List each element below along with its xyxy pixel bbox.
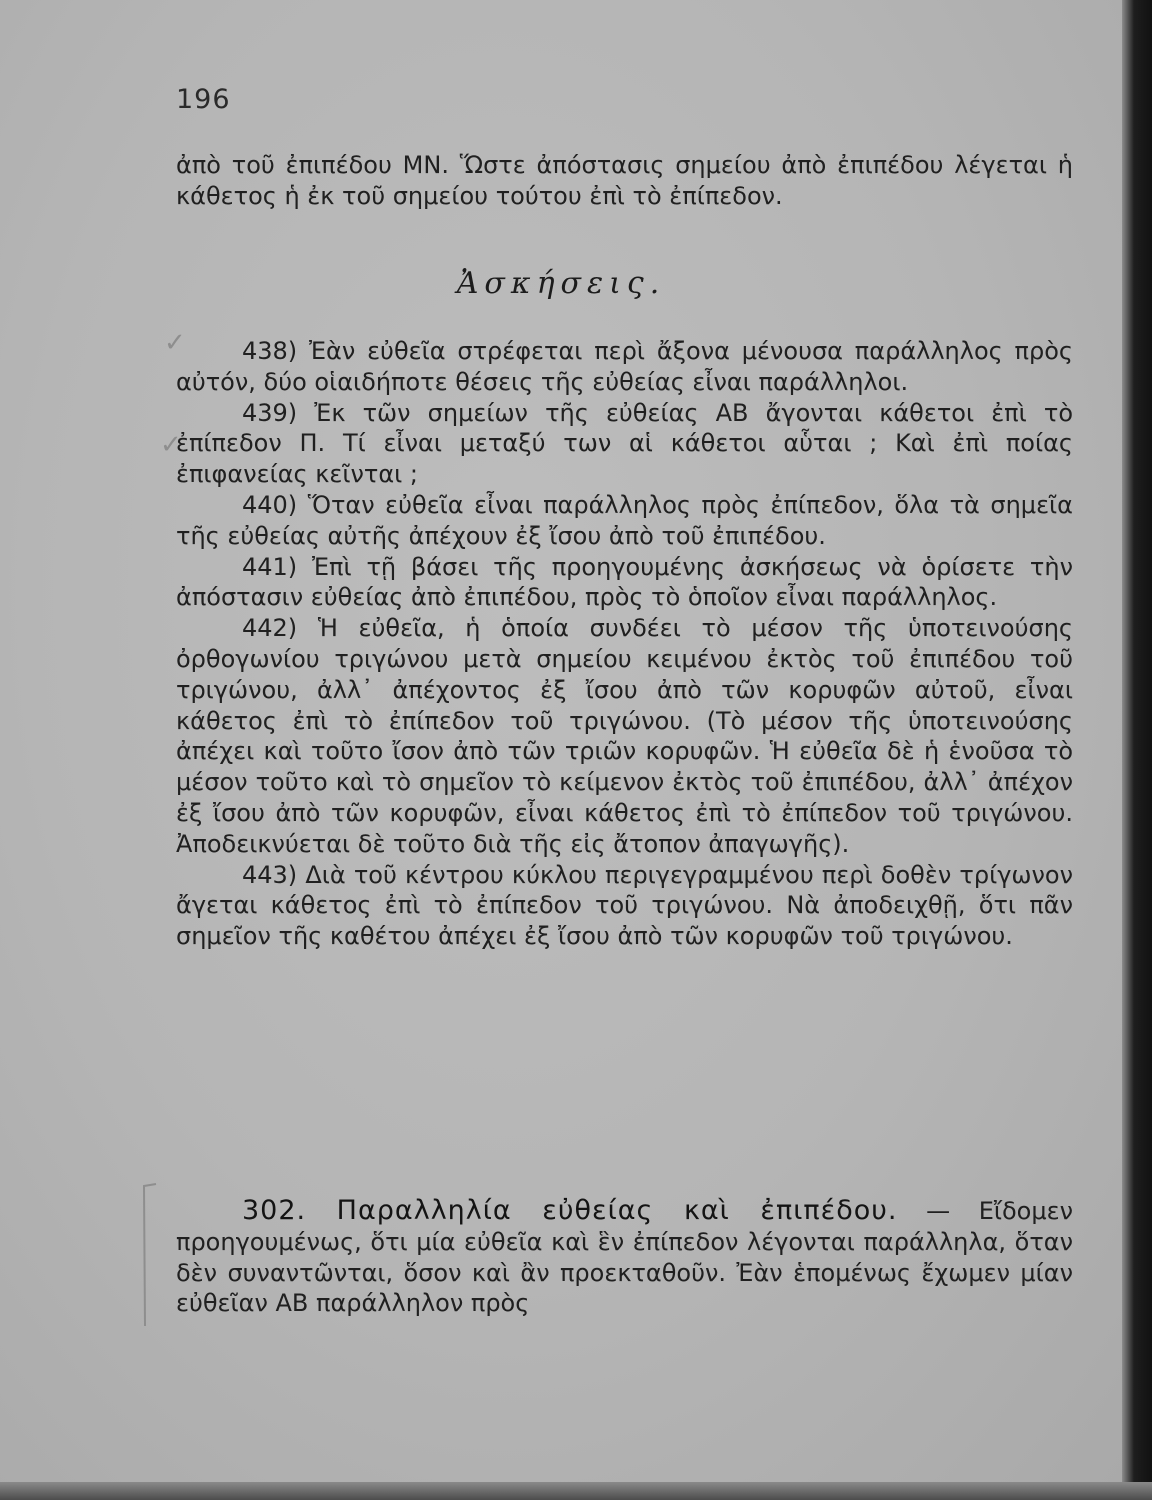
- top-paragraph: ἀπὸ τοῦ ἐπιπέδου ΜΝ. Ὥστε ἀπόστασις σημείου ἀπὸ ἐπιπέδου λέγεται ἡ κάθετος ἡ ἐκ τοῦ σημείου τούτου ἐπὶ τὸ ἐπίπεδον.: [176, 151, 1073, 210]
- section-302-text: — Εἴδομεν προηγουμένως, ὅτι μία εὐθεῖα καὶ ἓν ἐπίπεδον λέγονται παράλληλα, ὅταν δὲν συναντῶνται, ὅσον καὶ ἂν προεκταθοῦν. Ἐὰν ἑπομένως ἔχωμεν μίαν εὐθεῖαν ΑΒ παράλληλον πρὸς: [176, 1197, 1073, 1318]
- scan-border-right: [1122, 0, 1152, 1500]
- scan-border-bottom: [0, 1482, 1152, 1500]
- exercise-443: 443) Διὰ τοῦ κέντρου κύκλου περιγεγραμμένου περὶ δοθὲν τρίγωνον ἄγεται κάθετος ἐπὶ τὸ ἐπίπεδον τοῦ τριγώνου. Νὰ ἀποδειχθῇ, ὅτι πᾶν σημεῖον τῆς καθέτου ἀπέχει ἐξ ἴσου ἀπὸ τῶν κορυφῶν τοῦ τριγώνου.: [176, 860, 1073, 951]
- exercise-439: 439) Ἐκ τῶν σημείων τῆς εὐθείας ΑΒ ἄγονται κάθετοι ἐπὶ τὸ ἐπίπεδον Π. Τί εἶναι μεταξύ των αἱ κάθετοι αὗται ; Καὶ ἐπὶ ποίας ἐπιφανείας κεῖνται ;: [176, 398, 1073, 489]
- page-number: 196: [176, 84, 231, 115]
- exercise-441: 441) Ἐπὶ τῇ βάσει τῆς προηγουμένης ἀσκήσεως νὰ ὁρίσετε τὴν ἀπόστασιν εὐθείας ἀπὸ ἐπιπέδου, πρὸς τὸ ὁποῖον εἶναι παράλληλος.: [176, 552, 1073, 612]
- section-302-title: 302. Παραλληλία εὐθείας καὶ ἐπιπέδου.: [242, 1195, 898, 1226]
- section-302-paragraph: [176, 1196, 1073, 1319]
- section-302: [176, 1196, 1073, 1319]
- exercise-440: 440) Ὅταν εὐθεῖα εἶναι παράλληλος πρὸς ἐπίπεδον, ὅλα τὰ σημεῖα τῆς εὐθείας αὐτῆς ἀπέχουν ἐξ ἴσου ἀπὸ τοῦ ἐπιπέδου.: [176, 490, 1073, 550]
- exercises-heading: Ἀσκήσεις.: [456, 266, 666, 301]
- pencil-bracket-icon: [140, 1180, 158, 1330]
- top-paragraph-block: [176, 150, 1073, 212]
- exercise-442: 442) Ἡ εὐθεῖα, ἡ ὁποία συνδέει τὸ μέσον τῆς ὑποτεινούσης ὀρθογωνίου τριγώνου μετὰ σημείου κειμένου ἐκτὸς τοῦ ἐπιπέδου τοῦ τριγώνου, ἀλλ᾽ ἀπέχοντος ἐξ ἴσου ἀπὸ τῶν κορυφῶν αὐτοῦ, εἶναι κάθετος ἐπὶ τὸ ἐπίπεδον τοῦ τριγώνου. (Τὸ μέσον τῆς ὑποτεινούσης ἀπέχει καὶ τοῦτο ἴσον ἀπὸ τῶν τριῶν κορυφῶν. Ἡ εὐθεῖα δὲ ἡ ἑνοῦσα τὸ μέσον τοῦτο καὶ τὸ σημεῖον τὸ κείμενον ἐκτὸς τοῦ ἐπιπέδου, ἀλλ᾽ ἀπέχον ἐξ ἴσου ἀπὸ τῶν κορυφῶν, εἶναι κάθετος ἐπὶ τὸ ἐπίπεδον τοῦ τριγώνου. Ἀποδεικνύεται δὲ τοῦτο διὰ τῆς εἰς ἄτοπον ἀπαγωγῆς).: [176, 614, 1073, 858]
- exercise-438: 438) Ἐὰν εὐθεῖα στρέφεται περὶ ἄξονα μένουσα παράλληλος πρὸς αὐτόν, δύο οἱαιδήποτε θέσεις τῆς εὐθείας εἶναι παράλληλοι.: [176, 337, 1073, 396]
- pencil-check-mark-icon: ✓: [160, 430, 182, 460]
- exercises-list: [176, 336, 1073, 952]
- pencil-check-mark-icon: ✓: [164, 328, 186, 358]
